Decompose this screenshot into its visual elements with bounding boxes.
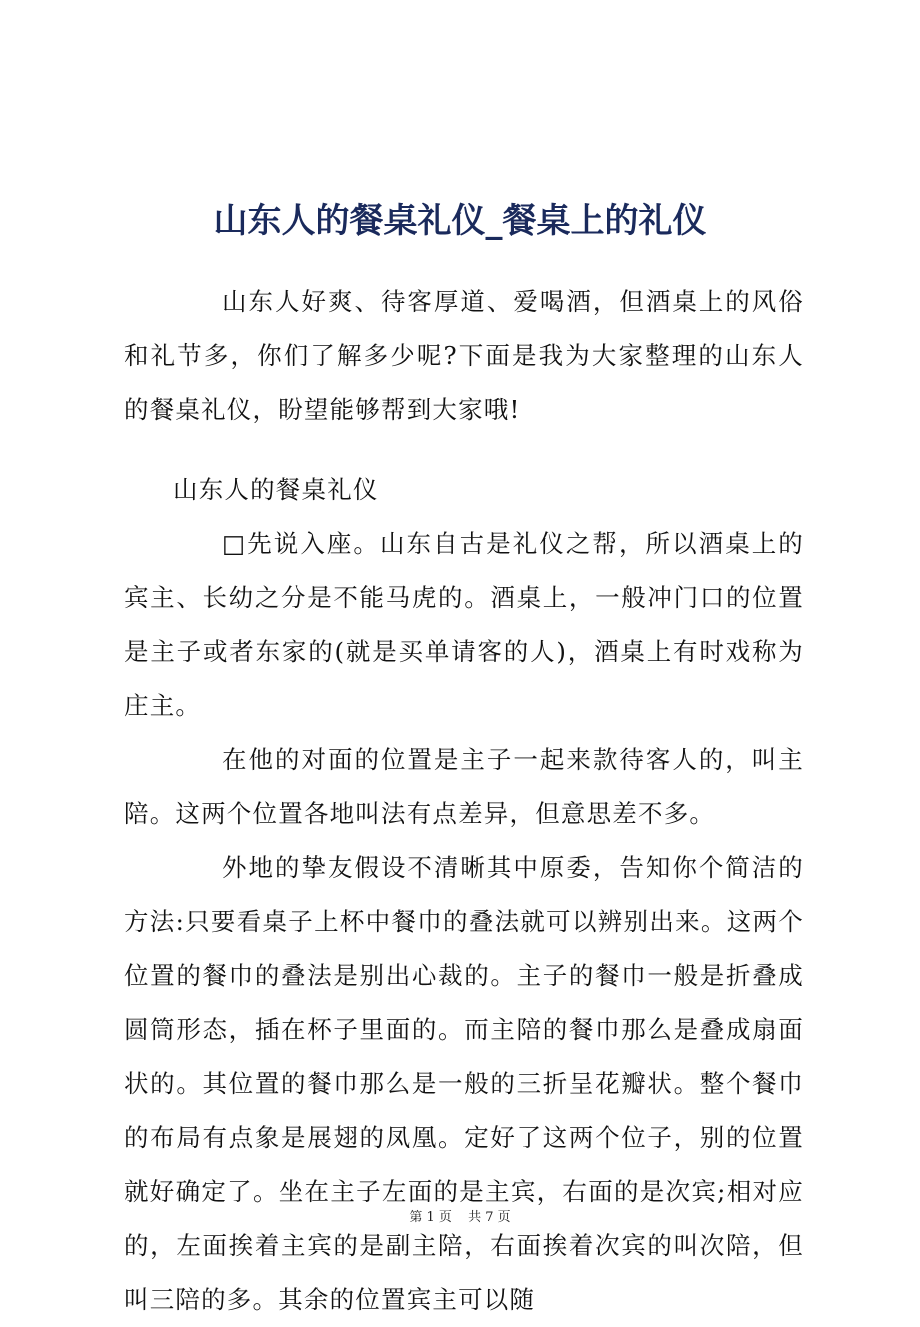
intro-paragraph: 山东人好爽、待客厚道、爱喝酒，但酒桌上的风俗和礼节多，你们了解多少呢?下面是我为大家整理的山东人的餐桌礼仪，盼望能够帮到大家哦! [124, 287, 804, 424]
page-footer [0, 1206, 920, 1225]
paragraph: □先说入座。山东自古是礼仪之帮，所以酒桌上的宾主、长幼之分是不能马虎的。酒桌上，一般冲门口的位置是主子或者东家的(就是买单请客的人)，酒桌上有时戏称为庄主。 [124, 529, 804, 720]
section-heading: 山东人的餐桌礼仪 [173, 475, 379, 504]
paragraph: 在他的对面的位置是主子一起来款待客人的，叫主陪。这两个位置各地叫法有点差异，但意思差不多。 [124, 745, 804, 828]
page-number: 第 1 页 [409, 1210, 452, 1225]
intro-block [124, 275, 804, 437]
document-title: 山东人的餐桌礼仪_餐桌上的礼仪 [213, 201, 707, 241]
content-block [124, 463, 804, 1327]
page-total: 共 7 页 [468, 1210, 511, 1225]
paragraph: 外地的挚友假设不清晰其中原委，告知你个简洁的方法:只要看桌子上杯中餐巾的叠法就可以辨别出来。这两个位置的餐巾的叠法是别出心裁的。主子的餐巾一般是折叠成圆筒形态，插在杯子里面的。而主陪的餐巾那么是叠成扇面状的。其位置的餐巾那么是一般的三折呈花瓣状。整个餐巾的布局有点象是展翅的凤凰。定好了这两个位子，别的位置就好确定了。坐在主子左面的是主宾，右面的是次宾;相对应的，左面挨着主宾的是副主陪，右面挨着次宾的叫次陪，但叫三陪的多。其余的位置宾主可以随 [124, 853, 804, 1314]
